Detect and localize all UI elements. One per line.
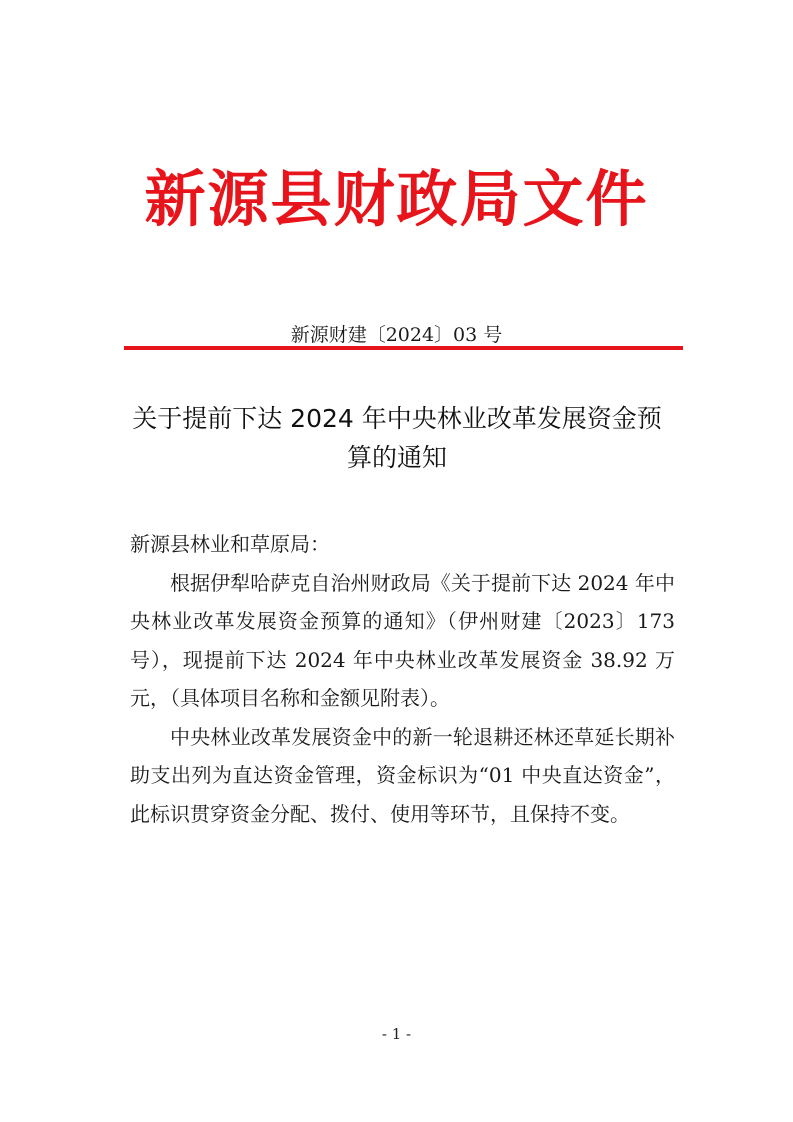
notice-title-line-1: 关于提前下达 2024 年中央林业改革发展资金预 xyxy=(132,404,662,433)
notice-title xyxy=(112,399,682,477)
page-number: - 1 - xyxy=(381,1025,412,1043)
salutation: 新源县林业和草原局： xyxy=(130,532,330,556)
document-body xyxy=(130,525,675,833)
document-issuer-title: 新源县财政局文件 xyxy=(144,164,649,235)
red-divider-line xyxy=(124,346,683,350)
body-paragraph-1: 根据伊犁哈萨克自治州财政局《关于提前下达 2024 年中央林业改革发展资金预算的通知》（伊州财建〔2023〕173 号），现提前下达 2024 年中央林业改革发展资金 38.92 万元，（具体项目名称和金额见附表）。 xyxy=(130,570,675,710)
notice-title-line-2: 算的通知 xyxy=(346,443,447,472)
body-paragraph-2: 中央林业改革发展资金中的新一轮退耕还林还草延长期补助支出列为直达资金管理，资金标识为“01 中央直达资金”，此标识贯穿资金分配、拨付、使用等环节，且保持不变。 xyxy=(130,724,675,826)
document-number: 新源财建〔2024〕03 号 xyxy=(290,324,503,346)
